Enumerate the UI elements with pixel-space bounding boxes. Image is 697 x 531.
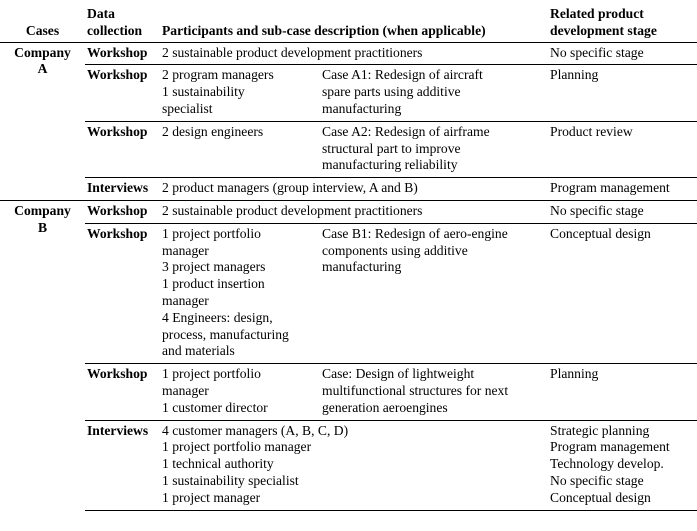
description-line: components using additive — [322, 242, 468, 258]
participants-cell: 2 design engineers — [160, 121, 320, 177]
stage-line: Program management — [550, 439, 670, 455]
description-cell — [320, 364, 548, 420]
company-a-label-line1: Company — [14, 44, 71, 60]
participants-cell: 2 sustainable product development practitioners — [162, 44, 423, 60]
header-participants: Participants and sub-case description (when applicable) — [160, 0, 548, 42]
participants-cell: 2 product managers (group interview, A and B) — [160, 178, 548, 201]
participant-line: 1 project portfolio — [162, 366, 261, 382]
table-header-row — [0, 0, 697, 42]
description-line: manufacturing reliability — [322, 157, 458, 173]
stage-cell: Conceptual design — [548, 223, 697, 363]
stage-line: Conceptual design — [550, 489, 651, 505]
participant-line: 4 customer managers (A, B, C, D) — [162, 422, 349, 438]
method-cell: Workshop — [87, 44, 148, 60]
company-b-cell — [0, 200, 85, 510]
participant-line: 2 program managers — [162, 67, 274, 83]
table-row — [0, 223, 697, 363]
stage-line: Technology develop. — [550, 456, 664, 472]
description-line: generation aeroengines — [322, 399, 448, 415]
description-cell — [320, 223, 548, 363]
table-row — [0, 121, 697, 177]
stage-cell: Planning — [548, 364, 697, 420]
description-line: Case: Design of lightweight — [322, 366, 475, 382]
table-row — [0, 420, 697, 510]
table-row — [0, 178, 697, 201]
participant-line: 1 project portfolio — [162, 225, 261, 241]
description-line: Case B1: Redesign of aero-engine — [322, 225, 508, 241]
stage-cell — [548, 420, 697, 510]
table-row — [0, 200, 697, 223]
participants-cell — [160, 420, 548, 510]
description-line: multifunctional structures for next — [322, 382, 509, 398]
description-line: Case A2: Redesign of airframe — [322, 123, 490, 139]
stage-line: No specific stage — [550, 472, 644, 488]
method-cell: Workshop — [85, 65, 160, 121]
description-line: Case A1: Redesign of aircraft — [322, 67, 483, 83]
company-b-label-line1: Company — [14, 202, 71, 218]
stage-cell: Planning — [548, 65, 697, 121]
description-line: spare parts using additive — [322, 84, 461, 100]
participant-line: 1 technical authority — [162, 456, 274, 472]
description-cell — [320, 121, 548, 177]
participant-line: specialist — [162, 100, 213, 116]
participant-line: manager — [162, 382, 209, 398]
method-cell: Workshop — [85, 200, 160, 223]
company-a-label-line2: A — [37, 61, 48, 77]
header-data-collection — [85, 0, 160, 42]
description-line: manufacturing — [322, 259, 402, 275]
participant-line: 1 customer director — [162, 399, 268, 415]
header-data-collection-line1: Data — [87, 6, 115, 21]
participant-line: 1 project manager — [162, 489, 261, 505]
method-cell: Interviews — [85, 420, 160, 510]
participant-line: 1 project portfolio manager — [162, 439, 312, 455]
participant-line: 1 product insertion — [162, 276, 265, 292]
stage-cell: No specific stage — [550, 44, 644, 60]
description-line: structural part to improve — [322, 140, 461, 156]
header-stage-line2: development stage — [550, 22, 657, 38]
stage-cell: Program management — [548, 178, 697, 201]
participant-line: 4 Engineers: design, — [162, 309, 273, 325]
description-line: manufacturing — [322, 100, 402, 116]
header-stage-line1: Related product — [550, 6, 644, 21]
participant-line: 1 sustainability — [162, 84, 245, 100]
stage-cell: No specific stage — [548, 200, 697, 223]
participants-cell — [160, 223, 320, 363]
participant-line: 3 project managers — [162, 259, 266, 275]
table-row — [0, 65, 697, 121]
method-cell: Workshop — [85, 121, 160, 177]
method-cell: Workshop — [85, 364, 160, 420]
company-b-label-line2: B — [37, 219, 48, 235]
table-row — [0, 364, 697, 420]
description-cell — [320, 65, 548, 121]
participants-cell: 2 sustainable product development practitioners — [160, 200, 548, 223]
participant-line: manager — [162, 292, 209, 308]
header-cases: Cases — [0, 0, 85, 42]
method-cell: Workshop — [85, 223, 160, 363]
method-cell: Interviews — [85, 178, 160, 201]
header-stage — [548, 0, 697, 42]
header-data-collection-line2: collection — [87, 22, 143, 38]
stage-cell: Product review — [548, 121, 697, 177]
participant-line: process, manufacturing — [162, 326, 289, 342]
participants-cell — [160, 364, 320, 420]
participant-line: 1 sustainability specialist — [162, 472, 299, 488]
company-a-cell — [0, 42, 85, 200]
stage-line: Strategic planning — [550, 422, 650, 438]
participant-line: manager — [162, 242, 209, 258]
participant-line: and materials — [162, 343, 235, 359]
table-row — [0, 42, 697, 65]
participants-cell — [160, 65, 320, 121]
